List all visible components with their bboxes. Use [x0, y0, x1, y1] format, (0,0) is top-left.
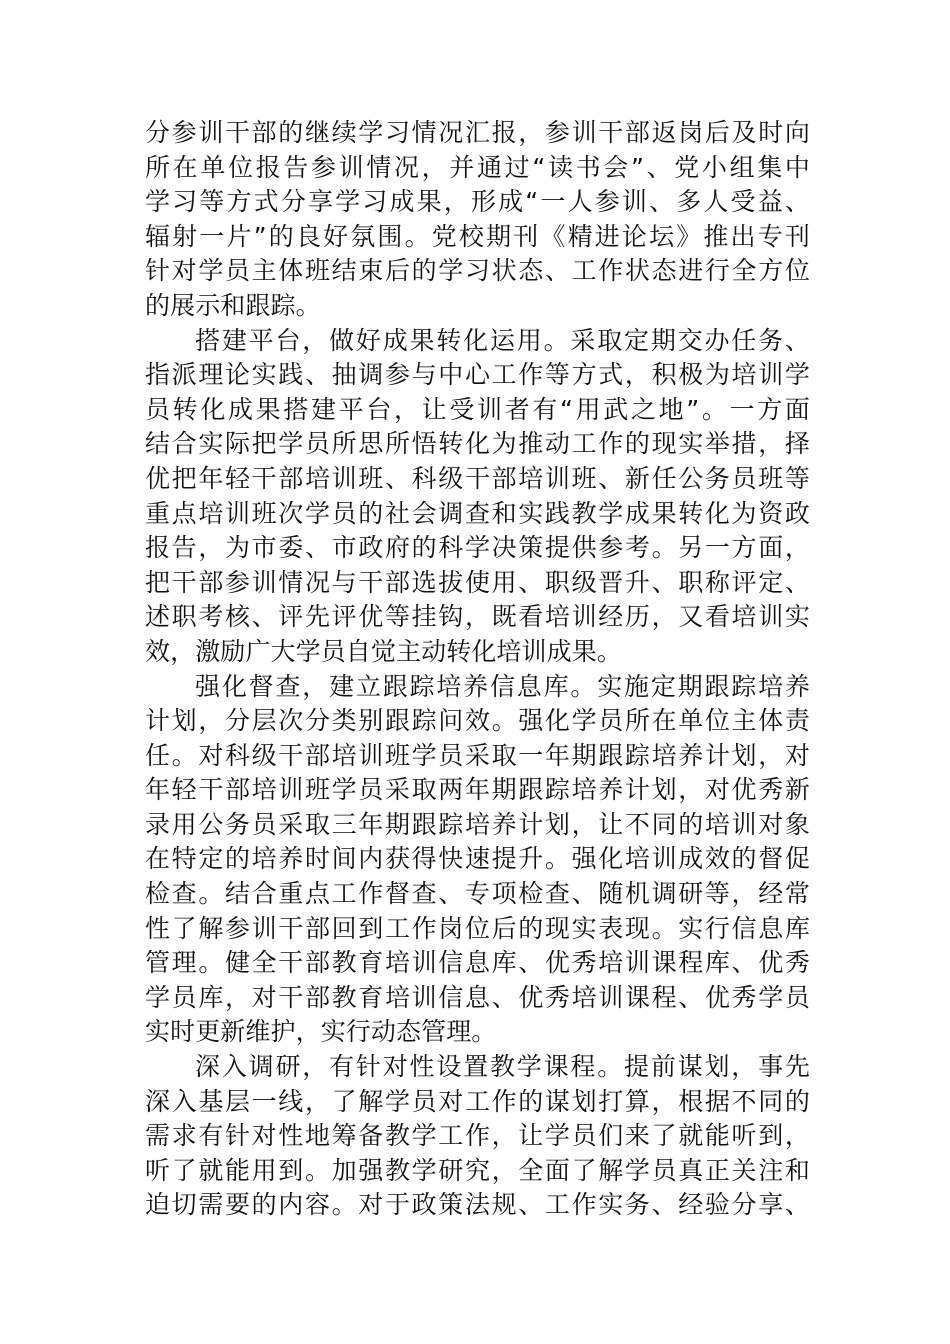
text-line: 优把年轻干部培训班、科级干部培训班、新任公务员班等 [145, 463, 810, 493]
text-line: 所在单位报告参训情况，并通过“读书会”、党小组集中 [145, 152, 810, 182]
text-line: 年轻干部培训班学员采取两年期跟踪培养计划，对优秀新 [145, 775, 810, 805]
text-line: 录用公务员采取三年期跟踪培养计划，让不同的培训对象 [145, 809, 810, 839]
text-line: 指派理论实践、抽调参与中心工作等方式，积极为培训学 [145, 360, 810, 390]
text-line: 实时更新维护，实行动态管理。 [145, 1017, 497, 1047]
text-line: 检查。结合重点工作督查、专项检查、随机调研等，经常 [145, 879, 810, 909]
text-line: 迫切需要的内容。对于政策法规、工作实务、经验分享、 [145, 1190, 810, 1220]
text-line: 管理。健全干部教育培训信息库、优秀培训课程库、优秀 [145, 948, 810, 978]
text-line: 性了解参训干部回到工作岗位后的现实表现。实行信息库 [145, 913, 810, 943]
text-line: 报告，为市委、市政府的科学决策提供参考。另一方面， [145, 533, 810, 563]
text-line: 针对学员主体班结束后的学习状态、工作状态进行全方位 [145, 256, 810, 286]
text-line: 把干部参训情况与干部选拔使用、职级晋升、职称评定、 [145, 567, 810, 597]
text-line: 学员库，对干部教育培训信息、优秀培训课程、优秀学员 [145, 982, 810, 1012]
text-line: 计划，分层次分类别跟踪问效。强化学员所在单位主体责 [145, 706, 810, 736]
document-body [145, 116, 810, 1223]
text-line: 任。对科级干部培训班学员采取一年期跟踪培养计划，对 [145, 740, 810, 770]
text-line: 深入基层一线，了解学员对工作的谋划打算，根据不同的 [145, 1086, 810, 1116]
text-line: 分参训干部的继续学习情况汇报，参训干部返岗后及时向 [145, 118, 810, 147]
text-line: 辐射一片”的良好氛围。党校期刊《精进论坛》推出专刊 [145, 221, 810, 251]
text-line: 搭建平台，做好成果转化运用。采取定期交办任务、 [195, 325, 810, 355]
text-line: 员转化成果搭建平台，让受训者有“用武之地”。一方面 [145, 394, 810, 424]
text-line: 重点培训班次学员的社会调查和实践教学成果转化为资政 [145, 498, 810, 528]
text-line: 听了就能用到。加强教学研究，全面了解学员真正关注和 [145, 1155, 810, 1185]
text-line: 需求有针对性地筹备教学工作，让学员们来了就能听到， [145, 1121, 810, 1151]
text-line: 深入调研，有针对性设置教学课程。提前谋划，事先 [195, 1052, 810, 1082]
text-line: 在特定的培养时间内获得快速提升。强化培训成效的督促 [145, 844, 810, 874]
text-line: 效，激励广大学员自觉主动转化培训成果。 [145, 636, 622, 666]
paragraph-1 [145, 116, 810, 324]
paragraph-4 [145, 1050, 810, 1223]
text-line: 的展示和跟踪。 [145, 290, 321, 320]
text-line: 结合实际把学员所思所悟转化为推动工作的现实举措，择 [145, 429, 810, 459]
paragraph-2 [145, 324, 810, 670]
paragraph-3 [145, 670, 810, 1051]
text-line: 强化督查，建立跟踪培养信息库。实施定期跟踪培养 [195, 671, 810, 701]
text-line: 学习等方式分享学习成果，形成“一人参训、多人受益、 [145, 187, 810, 217]
text-line: 述职考核、评先评优等挂钩，既看培训经历，又看培训实 [145, 602, 810, 632]
